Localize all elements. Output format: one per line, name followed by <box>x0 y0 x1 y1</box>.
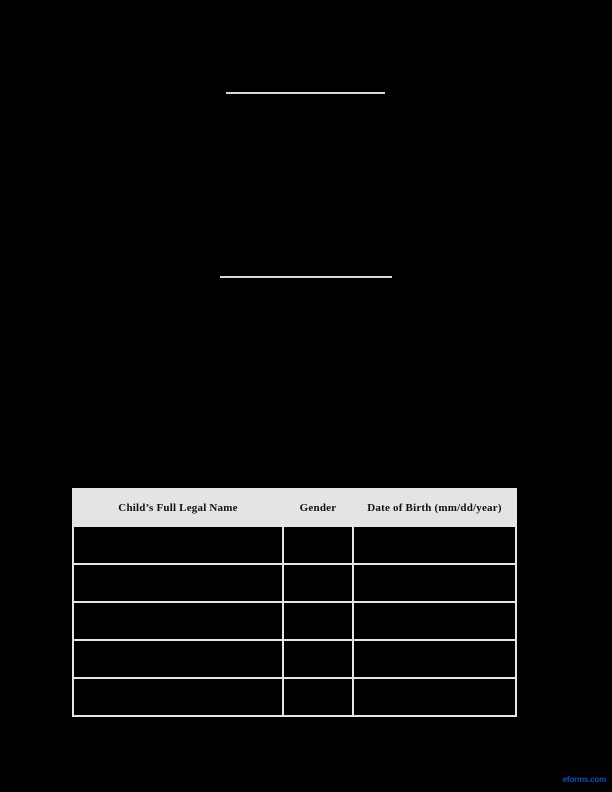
table-row <box>74 565 515 603</box>
cell-gender[interactable] <box>284 527 354 565</box>
cell-date-of-birth[interactable] <box>354 641 515 679</box>
table-row <box>74 641 515 679</box>
cell-child-name[interactable] <box>74 603 284 641</box>
cell-gender[interactable] <box>284 603 354 641</box>
cell-gender[interactable] <box>284 641 354 679</box>
cell-child-name[interactable] <box>74 527 284 565</box>
column-header-date-of-birth: Date of Birth (mm/dd/year) <box>354 490 515 527</box>
table-row <box>74 603 515 641</box>
cell-child-name[interactable] <box>74 679 284 715</box>
cell-date-of-birth[interactable] <box>354 679 515 715</box>
cell-child-name[interactable] <box>74 565 284 603</box>
cell-gender[interactable] <box>284 679 354 715</box>
table-row <box>74 679 515 715</box>
column-header-child-name: Child’s Full Legal Name <box>74 490 284 527</box>
table-body <box>74 527 515 715</box>
cell-date-of-birth[interactable] <box>354 527 515 565</box>
cell-date-of-birth[interactable] <box>354 565 515 603</box>
table-header-row <box>74 490 515 527</box>
blank-line-lower <box>220 276 392 278</box>
blank-line-upper <box>226 92 385 94</box>
cell-child-name[interactable] <box>74 641 284 679</box>
cell-date-of-birth[interactable] <box>354 603 515 641</box>
column-header-gender: Gender <box>284 490 354 527</box>
children-information-table <box>72 488 517 717</box>
cell-gender[interactable] <box>284 565 354 603</box>
site-watermark[interactable]: eforms.com <box>562 775 606 784</box>
table-row <box>74 527 515 565</box>
